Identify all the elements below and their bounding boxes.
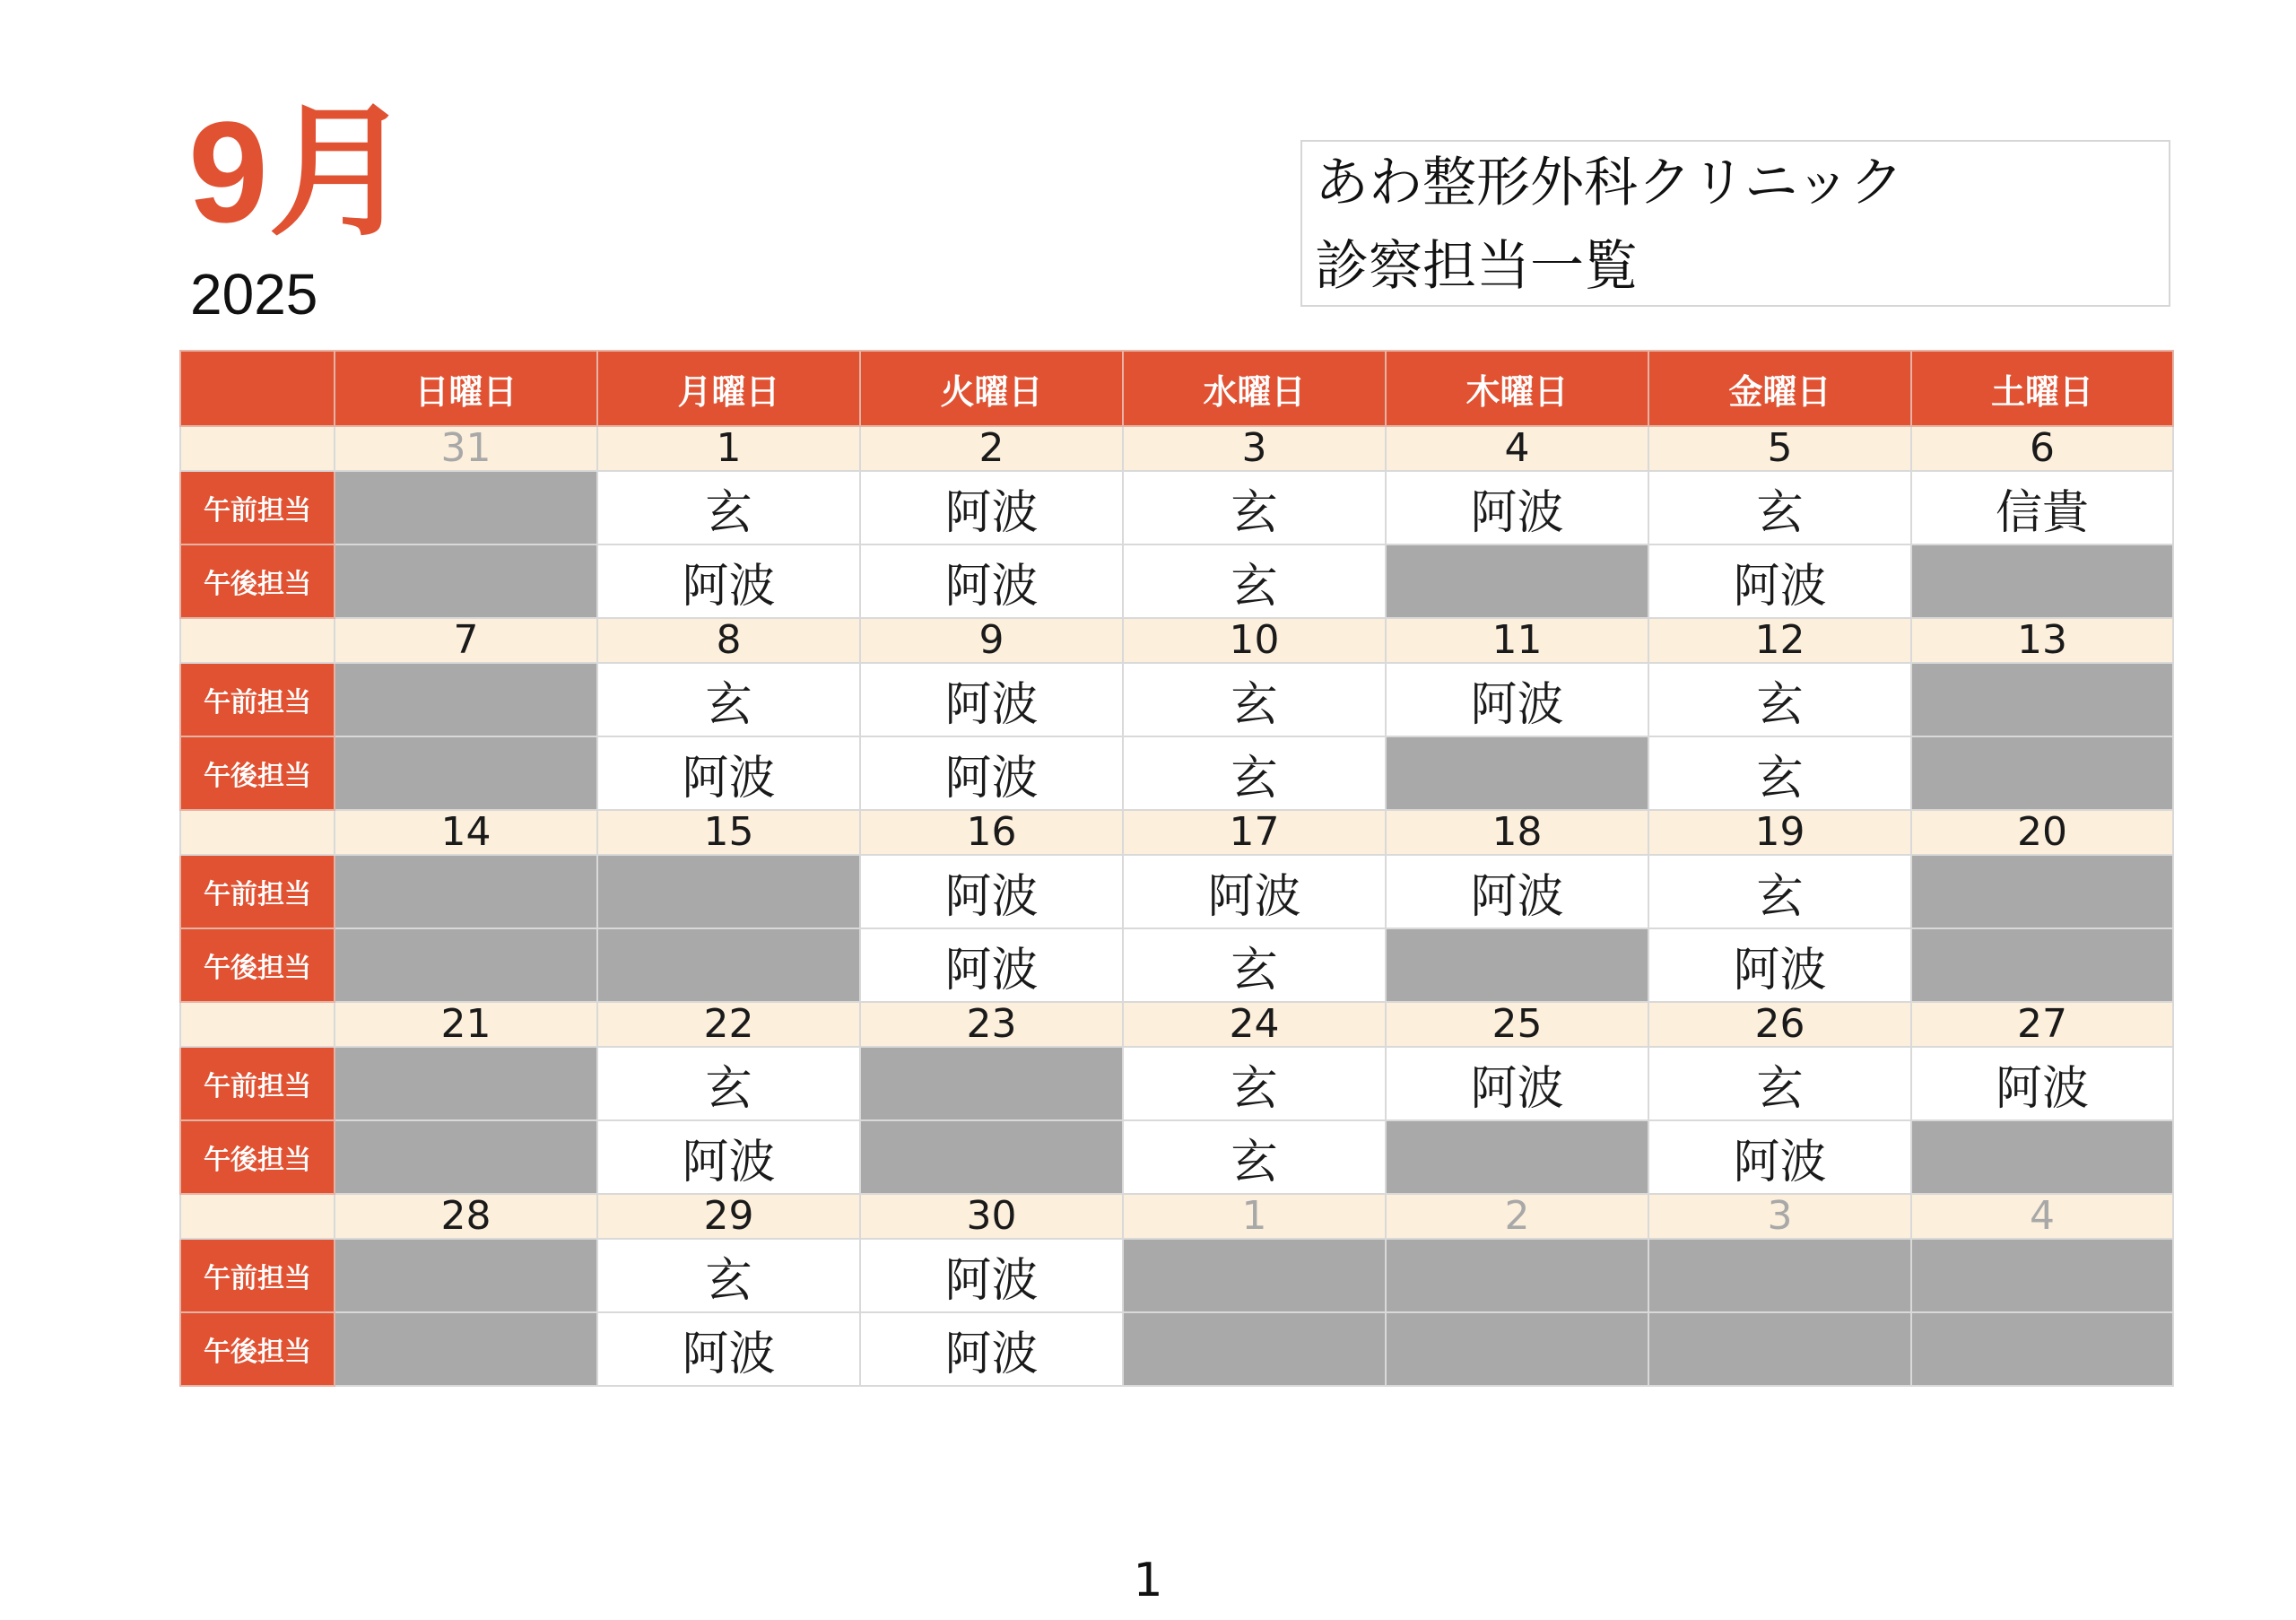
date-cell: 1 (597, 426, 860, 471)
date-cell: 23 (860, 1002, 1123, 1047)
doctor-cell: 玄 (1123, 928, 1386, 1002)
doctor-cell: 玄 (1123, 663, 1386, 736)
date-cell: 3 (1648, 1194, 1911, 1239)
doctor-cell: 阿波 (1648, 544, 1911, 618)
date-row (180, 618, 2173, 663)
doctor-cell: 阿波 (1386, 471, 1648, 544)
doctor-cell: 阿波 (860, 544, 1123, 618)
closed-cell (1911, 1312, 2173, 1386)
doctor-cell: 阿波 (1911, 1047, 2173, 1120)
closed-cell (860, 1120, 1123, 1194)
doctor-cell: 阿波 (597, 736, 860, 810)
date-row-spacer (180, 618, 335, 663)
date-cell: 12 (1648, 618, 1911, 663)
date-cell: 5 (1648, 426, 1911, 471)
afternoon-label: 午後担当 (180, 544, 335, 618)
closed-cell (1386, 1120, 1648, 1194)
morning-label: 午前担当 (180, 855, 335, 928)
morning-label: 午前担当 (180, 471, 335, 544)
doctor-cell: 阿波 (597, 1120, 860, 1194)
date-cell: 10 (1123, 618, 1386, 663)
date-cell: 28 (335, 1194, 597, 1239)
date-cell: 22 (597, 1002, 860, 1047)
date-cell: 27 (1911, 1002, 2173, 1047)
corner-cell (180, 351, 335, 426)
date-cell: 4 (1386, 426, 1648, 471)
doctor-cell: 阿波 (860, 855, 1123, 928)
closed-cell (1386, 736, 1648, 810)
doctor-cell: 阿波 (1386, 855, 1648, 928)
closed-cell (335, 1120, 597, 1194)
doctor-cell: 玄 (597, 1239, 860, 1312)
date-cell: 8 (597, 618, 860, 663)
date-cell: 26 (1648, 1002, 1911, 1047)
date-cell: 2 (1386, 1194, 1648, 1239)
closed-cell (1123, 1239, 1386, 1312)
doctor-cell: 玄 (597, 1047, 860, 1120)
closed-cell (335, 1239, 597, 1312)
morning-label: 午前担当 (180, 1239, 335, 1312)
afternoon-label: 午後担当 (180, 736, 335, 810)
doctor-cell: 阿波 (860, 663, 1123, 736)
doctor-cell: 玄 (597, 663, 860, 736)
date-cell: 21 (335, 1002, 597, 1047)
morning-row (180, 1047, 2173, 1120)
morning-label: 午前担当 (180, 663, 335, 736)
date-cell: 1 (1123, 1194, 1386, 1239)
date-cell: 25 (1386, 1002, 1648, 1047)
doctor-cell: 阿波 (860, 1312, 1123, 1386)
date-cell: 31 (335, 426, 597, 471)
date-cell: 7 (335, 618, 597, 663)
afternoon-label: 午後担当 (180, 928, 335, 1002)
doctor-cell: 信貴 (1911, 471, 2173, 544)
doctor-cell: 玄 (1123, 544, 1386, 618)
doctor-cell: 玄 (1648, 663, 1911, 736)
closed-cell (335, 1312, 597, 1386)
doctor-cell: 玄 (1648, 855, 1911, 928)
doctor-cell: 阿波 (597, 544, 860, 618)
date-row-spacer (180, 426, 335, 471)
closed-cell (1911, 1239, 2173, 1312)
month-title: 9月 (188, 91, 412, 252)
closed-cell (1911, 663, 2173, 736)
weekday-tuesday: 火曜日 (860, 351, 1123, 426)
closed-cell (1648, 1239, 1911, 1312)
doctor-cell: 阿波 (597, 1312, 860, 1386)
year-label: 2025 (190, 262, 318, 327)
weekday-monday: 月曜日 (597, 351, 860, 426)
closed-cell (597, 855, 860, 928)
doctor-cell: 阿波 (860, 736, 1123, 810)
doctor-cell: 玄 (1123, 1120, 1386, 1194)
date-cell: 2 (860, 426, 1123, 471)
closed-cell (1911, 736, 2173, 810)
date-cell: 4 (1911, 1194, 2173, 1239)
date-cell: 30 (860, 1194, 1123, 1239)
closed-cell (335, 544, 597, 618)
doctor-cell: 玄 (1648, 471, 1911, 544)
date-cell: 15 (597, 810, 860, 855)
date-row-spacer (180, 810, 335, 855)
doctor-cell: 阿波 (860, 471, 1123, 544)
morning-row (180, 471, 2173, 544)
closed-cell (335, 736, 597, 810)
closed-cell (335, 663, 597, 736)
closed-cell (1911, 1120, 2173, 1194)
closed-cell (1386, 1312, 1648, 1386)
date-row (180, 810, 2173, 855)
closed-cell (335, 855, 597, 928)
date-cell: 18 (1386, 810, 1648, 855)
doctor-cell: 阿波 (860, 928, 1123, 1002)
closed-cell (1911, 928, 2173, 1002)
date-row-spacer (180, 1002, 335, 1047)
date-row (180, 426, 2173, 471)
date-row-spacer (180, 1194, 335, 1239)
doctor-cell: 玄 (1648, 1047, 1911, 1120)
date-cell: 13 (1911, 618, 2173, 663)
doctor-cell: 阿波 (1648, 1120, 1911, 1194)
closed-cell (1911, 855, 2173, 928)
date-cell: 3 (1123, 426, 1386, 471)
date-cell: 14 (335, 810, 597, 855)
doctor-cell: 阿波 (1123, 855, 1386, 928)
schedule-calendar (179, 350, 2174, 1387)
closed-cell (1911, 544, 2173, 618)
doctor-cell: 玄 (1123, 1047, 1386, 1120)
afternoon-row (180, 736, 2173, 810)
weekday-wednesday: 水曜日 (1123, 351, 1386, 426)
closed-cell (335, 1047, 597, 1120)
morning-row (180, 855, 2173, 928)
doctor-cell: 阿波 (1648, 928, 1911, 1002)
doctor-cell: 玄 (1648, 736, 1911, 810)
morning-row (180, 663, 2173, 736)
doctor-cell: 玄 (597, 471, 860, 544)
closed-cell (1648, 1312, 1911, 1386)
doctor-cell: 阿波 (1386, 663, 1648, 736)
date-cell: 24 (1123, 1002, 1386, 1047)
weekday-thursday: 木曜日 (1386, 351, 1648, 426)
weekday-header-row (180, 351, 2173, 426)
date-cell: 20 (1911, 810, 2173, 855)
doctor-cell: 玄 (1123, 471, 1386, 544)
closed-cell (597, 928, 860, 1002)
weekday-saturday: 土曜日 (1911, 351, 2173, 426)
closed-cell (1386, 1239, 1648, 1312)
closed-cell (335, 471, 597, 544)
afternoon-row (180, 1120, 2173, 1194)
date-cell: 9 (860, 618, 1123, 663)
morning-label: 午前担当 (180, 1047, 335, 1120)
closed-cell (1386, 928, 1648, 1002)
weekday-friday: 金曜日 (1648, 351, 1911, 426)
afternoon-row (180, 1312, 2173, 1386)
morning-row (180, 1239, 2173, 1312)
doctor-cell: 阿波 (860, 1239, 1123, 1312)
closed-cell (860, 1047, 1123, 1120)
date-cell: 17 (1123, 810, 1386, 855)
date-cell: 6 (1911, 426, 2173, 471)
date-cell: 16 (860, 810, 1123, 855)
closed-cell (1123, 1312, 1386, 1386)
date-row (180, 1002, 2173, 1047)
closed-cell (335, 928, 597, 1002)
afternoon-row (180, 544, 2173, 618)
clinic-title-box (1300, 140, 2170, 307)
date-row (180, 1194, 2173, 1239)
doctor-cell: 阿波 (1386, 1047, 1648, 1120)
clinic-name: あわ整形外科クリニック (1315, 152, 1904, 214)
doctor-cell: 玄 (1123, 736, 1386, 810)
afternoon-label: 午後担当 (180, 1120, 335, 1194)
afternoon-label: 午後担当 (180, 1312, 335, 1386)
weekday-sunday: 日曜日 (335, 351, 597, 426)
date-cell: 19 (1648, 810, 1911, 855)
page-number: 1 (1133, 1554, 1163, 1607)
date-cell: 29 (597, 1194, 860, 1239)
afternoon-row (180, 928, 2173, 1002)
schedule-subtitle: 診察担当一覧 (1315, 235, 1638, 298)
closed-cell (1386, 544, 1648, 618)
date-cell: 11 (1386, 618, 1648, 663)
